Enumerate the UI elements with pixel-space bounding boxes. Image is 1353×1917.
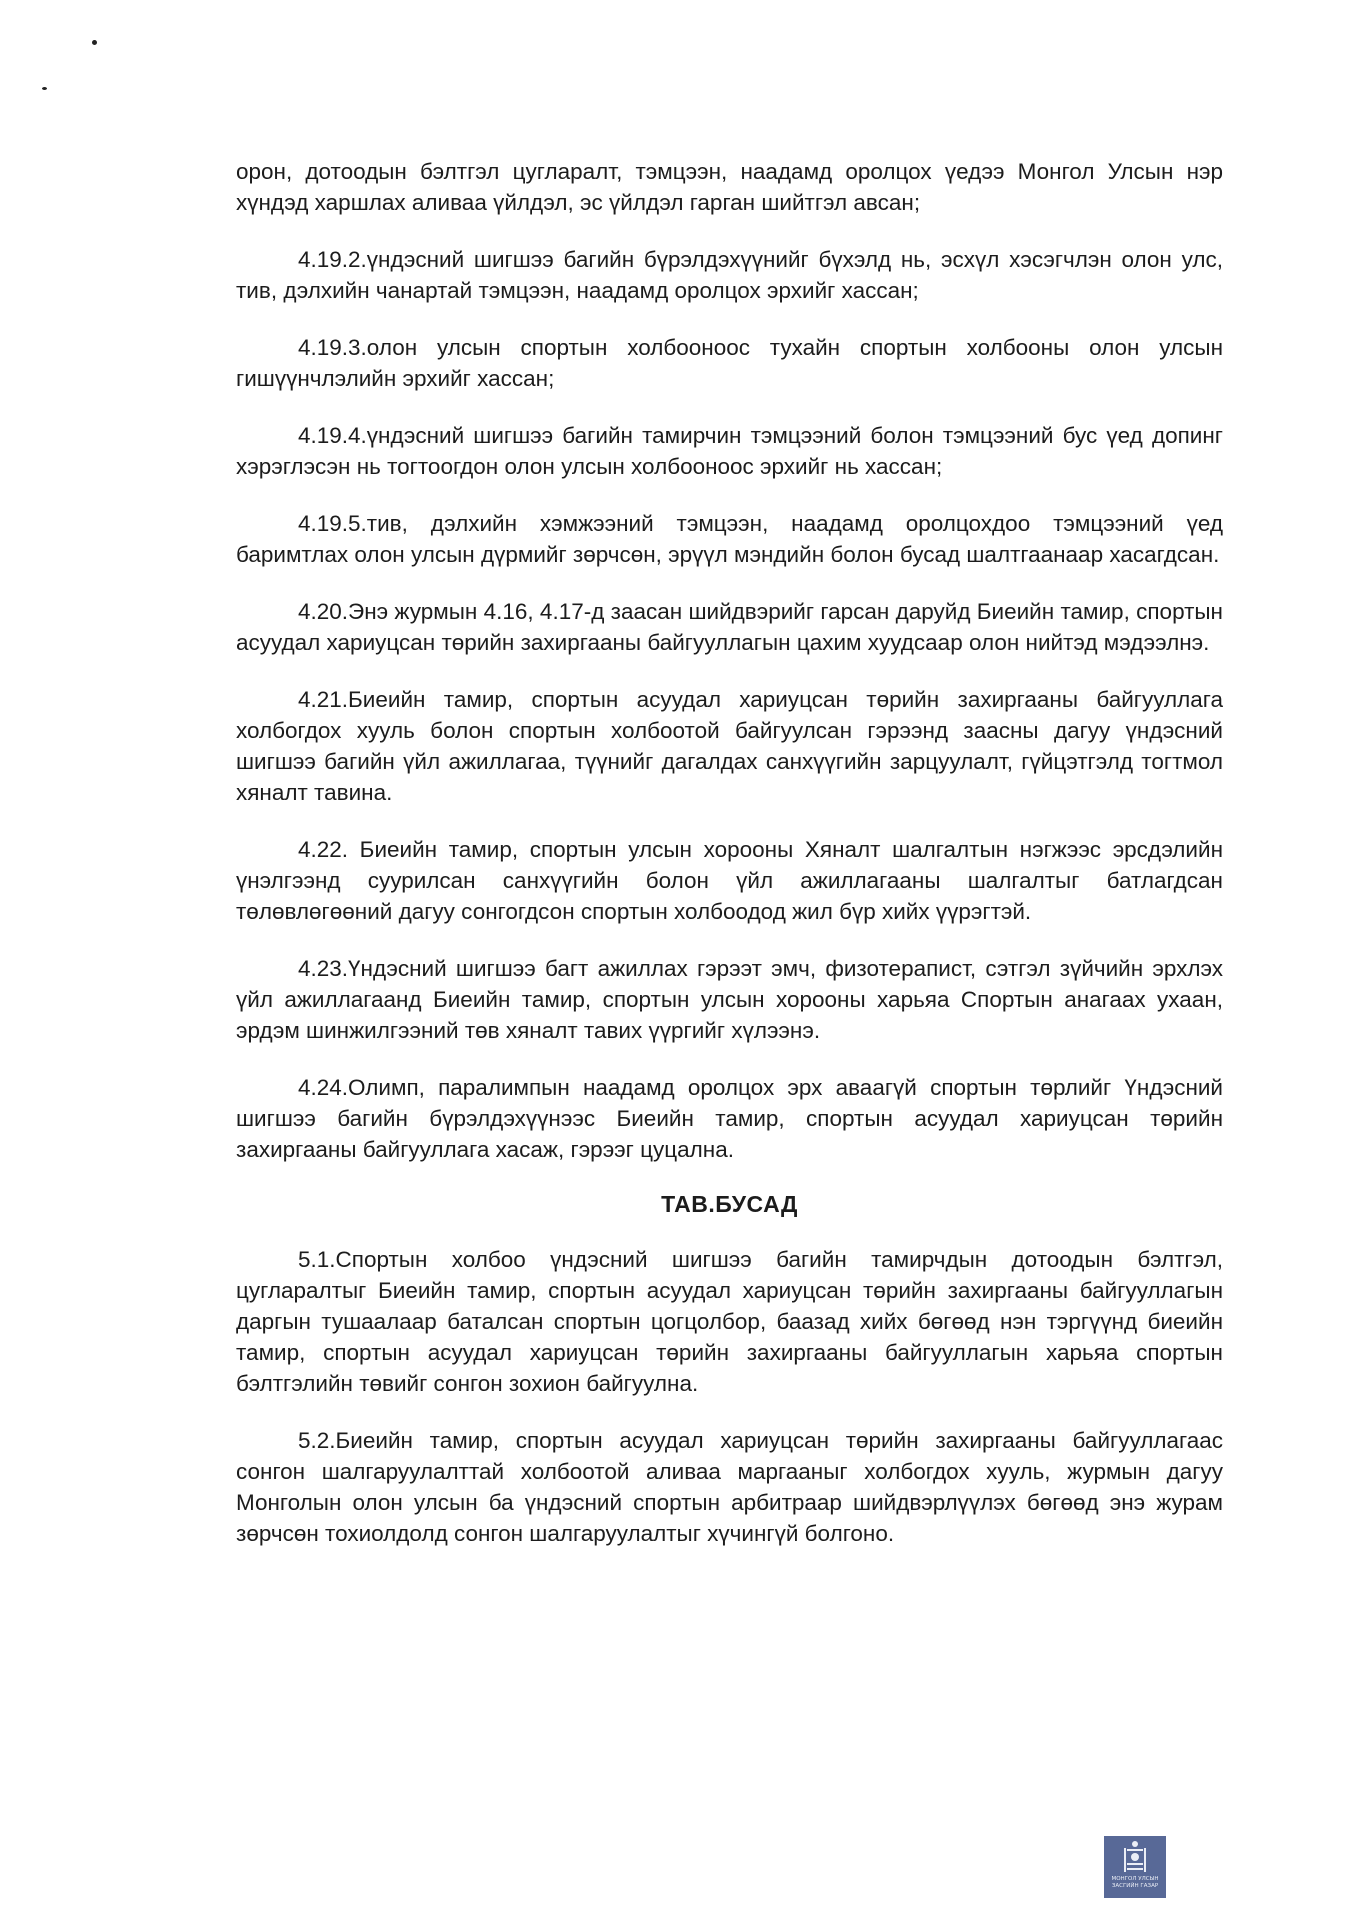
section-heading: ТАВ.БУСАД — [661, 1191, 798, 1217]
document-body — [236, 156, 1223, 1575]
scan-speck — [92, 40, 97, 45]
paragraph-4-24: 4.24.Олимп, паралимпын наадамд оролцох эрх аваагүй спортын төрлийг Үндэсний шигшээ багийн бүрэлдэхүүнээс Биеийн тамир, спортын асуудал хариуцсан төрийн захиргааны байгууллага хасаж, гэрээг цуцална. — [236, 1075, 1223, 1162]
paragraph-4-23: 4.23.Үндэсний шигшээ багт ажиллах гэрээт эмч, физотерапист, сэтгэл зүйчийн эрхлэх үйл ажиллагаанд Биеийн тамир, спортын улсын хорооны харьяа Спортын анагаах ухаан, эрдэм шинжилгээний төв хяналт тавих үүргийг хүлээнэ. — [236, 956, 1223, 1043]
logo-caption-line1: МОНГОЛ УЛСЫН — [1111, 1876, 1159, 1882]
paragraph-4-20: 4.20.Энэ журмын 4.16, 4.17-д заасан шийдвэрийг гарсан даруйд Биеийн тамир, спортын асуудал хариуцсан төрийн захиргааны байгууллагын цахим хуудсаар олон нийтэд мэдээлнэ. — [236, 599, 1223, 655]
logo-caption-line2: ЗАСГИЙН ГАЗАР — [1111, 1882, 1159, 1889]
government-logo — [1104, 1836, 1166, 1898]
soyombo-emblem-icon — [1120, 1840, 1150, 1874]
scan-speck — [42, 87, 47, 90]
paragraph-4-21: 4.21.Биеийн тамир, спортын асуудал хариуцсан төрийн захиргааны байгууллага холбогдох хууль болон спортын холбоотой байгуулсан гэрээнд заасны дагуу үндэсний шигшээ багийн үйл ажиллагаа, түүнийг дагалдах санхүүгийн зарцуулалт, гүйцэтгэлд тогтмол хяналт тавина. — [236, 687, 1223, 805]
logo-caption — [1104, 1876, 1166, 1889]
paragraph-4-19-2: 4.19.2.үндэсний шигшээ багийн бүрэлдэхүүнийг бүхэлд нь, эсхүл хэсэгчлэн олон улс, тив, дэлхийн чанартай тэмцээн, наадамд оролцох эрхийг хассан; — [236, 247, 1223, 303]
paragraph-4-19-1-continued: орон, дотоодын бэлтгэл цугларалт, тэмцээн, наадамд оролцох үедээ Монгол Улсын нэр хүндэд харшлах аливаа үйлдэл, эс үйлдэл гарган шийтгэл авсан; — [236, 159, 1223, 215]
paragraph-4-19-3: 4.19.3.олон улсын спортын холбооноос тухайн спортын холбооны олон улсын гишүүнчлэлийн эрхийг хассан; — [236, 335, 1223, 391]
paragraph-4-19-4: 4.19.4.үндэсний шигшээ багийн тамирчин тэмцээний болон тэмцээний бус үед допинг хэрэглэсэн нь тогтоогдон олон улсын холбооноос эрхийг нь хассан; — [236, 423, 1223, 479]
paragraph-5-2: 5.2.Биеийн тамир, спортын асуудал хариуцсан төрийн захиргааны байгууллагаас сонгон шалгаруулалттай холбоотой аливаа маргааныг холбогдох хууль, журмын дагуу Монголын олон улсын ба үндэсний спортын арбитраар шийдвэрлүүлэх бөгөөд энэ журам зөрчсөн тохиолдолд сонгон шалгаруулалтыг хүчингүй болгоно. — [236, 1428, 1223, 1546]
paragraph-4-19-5: 4.19.5.тив, дэлхийн хэмжээний тэмцээн, наадамд оролцохдоо тэмцээний үед баримтлах олон улсын дүрмийг зөрчсөн, эрүүл мэндийн болон бусад шалтгаанаар хасагдсан. — [236, 511, 1223, 567]
paragraph-5-1: 5.1.Спортын холбоо үндэсний шигшээ багийн тамирчдын дотоодын бэлтгэл, цугларалтыг Биеийн тамир, спортын асуудал хариуцсан төрийн захиргааны байгууллагын даргын тушаалаар баталсан спортын цогцолбор, баазад хийх бөгөөд нэн тэргүүнд биеийн тамир, спортын асуудал хариуцсан төрийн захиргааны байгууллагын харьяа спортын бэлтгэлийн төвийг сонгон зохион байгуулна. — [236, 1247, 1223, 1396]
paragraph-4-22: 4.22. Биеийн тамир, спортын улсын хорооны Хяналт шалгалтын нэгжээс эрсдэлийн үнэлгээнд суурилсан санхүүгийн болон үйл ажиллагааны шалгалтыг батлагдсан төлөвлөгөөний дагуу сонгогдсон спортын холбоодод жил бүр хийх үүрэгтэй. — [236, 837, 1223, 924]
